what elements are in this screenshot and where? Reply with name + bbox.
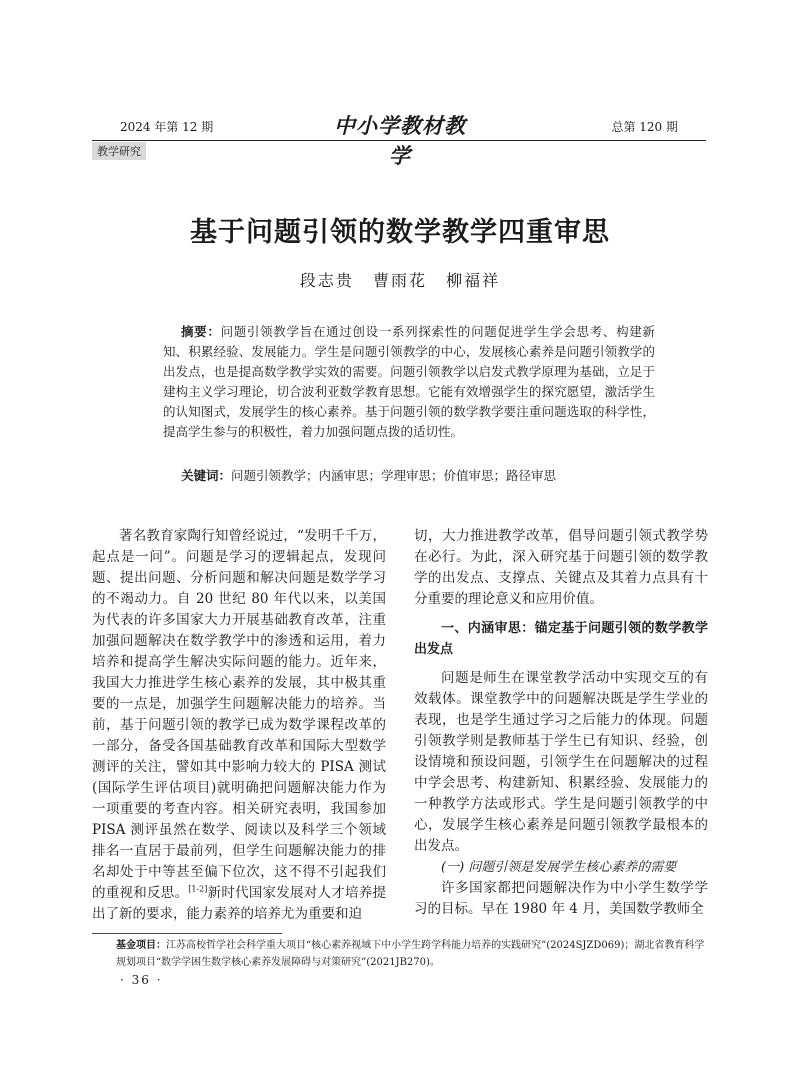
header-rule	[92, 140, 706, 141]
issue-right: 总第 120 期	[611, 120, 678, 134]
right-column	[414, 526, 708, 920]
journal-name-logo: 中小学教材教学	[334, 113, 466, 168]
fund-label: 基金项目：	[116, 940, 166, 951]
keywords-label: 关键词：	[181, 468, 232, 483]
left-column	[92, 526, 386, 925]
left-paragraph-text-a: 著名教育家陶行知曾经说过，“发明千千万，起点是一问”。问题是学习的逻辑起点，发现问题、提出问题、分析问题和解决问题是数学学习的不竭动力。自 20 世纪 80 年代以来，以美国为代表的许多国家大力开展基础教育改革，注重加强问题解决在数学教学中的渗透和运用，着力培养和提高学生解决实际问题的能力。近年来，我国大力推进学生核心素养的发展，其中极其重要的一点是，加强学生问题解决能力的培养。当前，基于问题引领的教学已成为数学课程改革的一部分，备受各国基础教育改革和国际大型数学测评的关注，譬如其中影响力较大的 PISA 测试(国际学生评估项目)就明确把问题解决能力作为一项重要的考查内容。相关研究表明，我国参加 PISA 测评虽然在数学、阅读以及科学三个领域排名一直居于最前列，但学生问题解决能力的排名却处于中等甚至偏下位次，这不得不引起我们的重视和反思。	[92, 528, 386, 901]
abstract-label: 摘要：	[181, 324, 221, 339]
right-paragraph-2: 问题是师生在课堂教学活动中实现交互的有效载体。课堂教学中的问题解决既是学生学业的表现，也是学生通过学习之后能力的体现。问题引领教学则是教师基于学生已有知识、经验，创设情境和预设问题，引领学生在问题解决的过程中学会思考、构建新知、积累经验、发展能力的一种教学方法或形式。学生是问题引领教学的中心，发展学生核心素养是问题引领教学最根本的出发点。	[414, 670, 708, 854]
footnote-rule	[92, 933, 282, 934]
keywords-text: 问题引领教学；内涵审思；学理审思；价值审思；路径审思	[231, 468, 557, 483]
footnote	[116, 937, 706, 971]
page-number: · 36 ·	[120, 973, 163, 987]
subsection-heading-1: (一) 问题引领是发展学生核心素养的需要	[441, 860, 677, 875]
fund-text: 江苏高校哲学社会科学重大项目“核心素养视域下中小学生跨学科能力培养的实践研究”(2024SJZD069)；湖北省教育科学规划项目“数学学困生数学核心素养发展障碍与对策研究”(2021JB270)。	[116, 940, 705, 968]
left-paragraph	[92, 526, 386, 925]
abstract-text: 问题引领教学旨在通过创设一系列探索性的问题促进学生学会思考、构建新知、积累经验、发展能力。学生是问题引领教学的中心，发展核心素养是问题引领教学的出发点，也是提高数学教学实效的需要。问题引领教学以启发式教学原理为基础，立足于建构主义学习理论，切合波利亚数学教育思想。它能有效增强学生的探究愿望，激活学生的认知图式，发展学生的核心素养。基于问题引领的数学教学要注重问题选取的科学性，提高学生参与的积极性，着力加强问题点拨的适切性。	[163, 324, 655, 439]
citation: [1-2]	[188, 884, 208, 894]
abstract	[163, 322, 655, 442]
section-tag: 教学研究	[92, 142, 146, 160]
right-paragraph-1: 切，大力推进教学改革，倡导问题引领式教学势在必行。为此，深入研究基于问题引领的数学教学的出发点、支撑点、关键点及其着力点具有十分重要的理论意义和应用价值。	[414, 528, 708, 607]
section-heading-1: 一、内涵审思：锚定基于问题引领的数学教学出发点	[414, 621, 708, 657]
keywords	[181, 466, 661, 486]
right-paragraph-3: 许多国家都把问题解决作为中小学生数学学习的目标。早在 1980 年 4 月，美国数学教师全	[414, 880, 708, 917]
issue-left: 2024 年第 12 期	[120, 120, 214, 134]
article-title: 基于问题引领的数学教学四重审思	[190, 217, 610, 248]
left-paragraph-text-b: 新时代国家发展对人才培养提出了新的要求，能力素养的培养尤为重要和迫	[92, 885, 387, 922]
article-authors: 段志贵 曹雨花 柳福祥	[299, 271, 501, 290]
